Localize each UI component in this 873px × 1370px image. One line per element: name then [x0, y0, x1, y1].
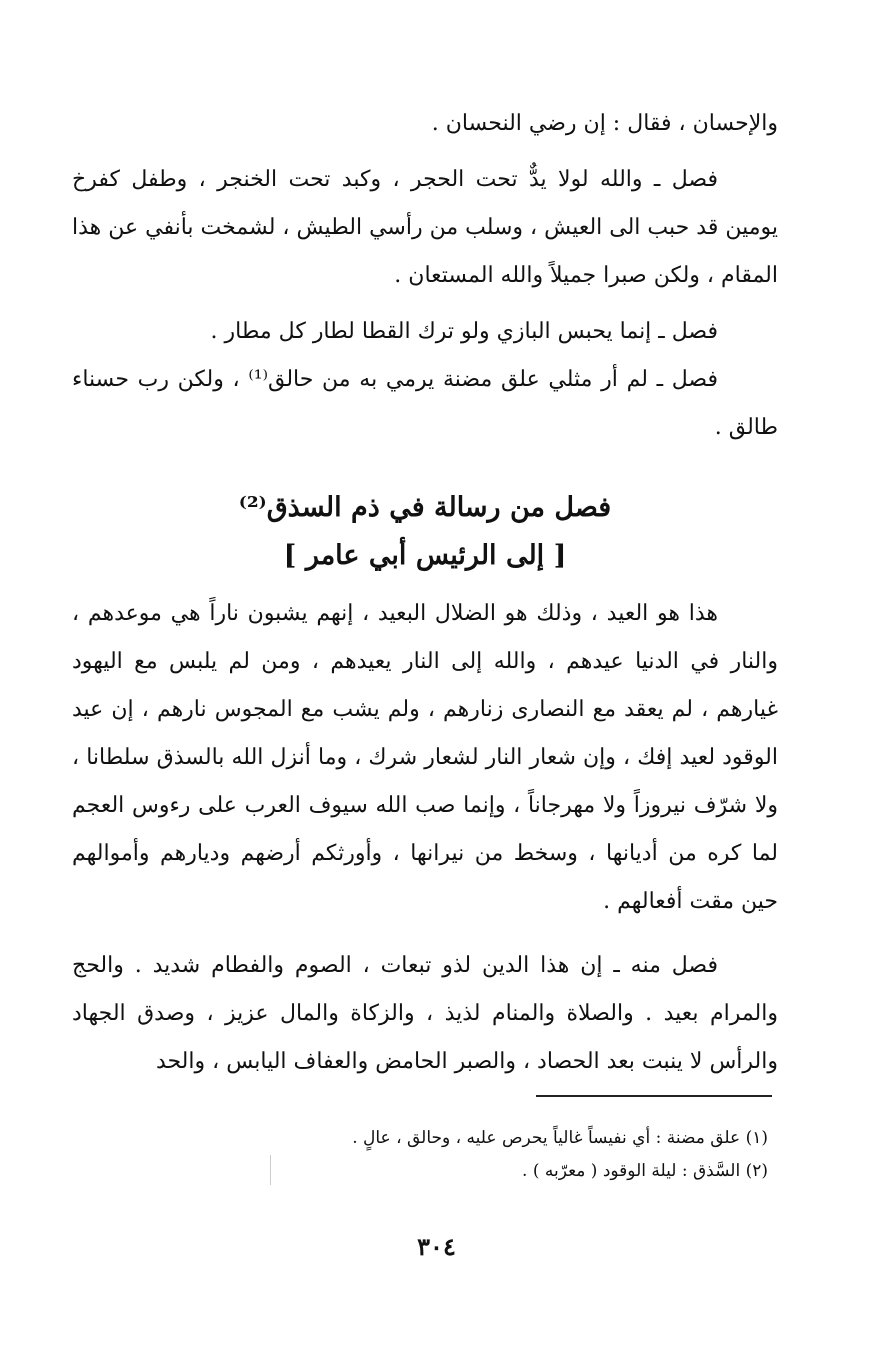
paragraph-continuation: والإحسان ، فقال : إن رضي النحسان .: [431, 111, 778, 136]
footnote-1: (١) علق مضنة : أي نفيساً غالياً يحرص عليه ، وحالق ، عالٍ .: [352, 1128, 768, 1148]
paragraph-fasl-3: فصل ـ لم أر مثلي علق مضنة يرمي به من حالق⁽¹⁾ ، ولكن رب حسناء طالق .: [72, 367, 778, 440]
scan-artifact: [270, 1155, 271, 1185]
footnotes: [72, 1122, 768, 1188]
paragraph-eid: هذا هو العيد ، وذلك هو الضلال البعيد ، إنهم يشبون ناراً هي موعدهم ، والنار في الدنيا عيدهم ، والله إلى النار يعيدهم ، ومن لم يلبس مع اليهود غيارهم ، لم يعقد مع النصارى زنارهم ، ولم يشب مع المجوس نارهم ، إن عيد الوقود لعيد إفك ، وإن شعار النار لشعار شرك ، وما أنزل الله بالسذق سلطانا ، ولا شرّف نيروزاً ولا مهرجاناً ، وإنما صب الله سيوف العرب على رءوس العجم لما كره من أديانها ، وسخط من نيرانها ، وأورثكم أرضهم وديارهم وأموالهم حين مقت أفعالهم .: [72, 601, 778, 914]
page-number: ٣٠٤: [417, 1232, 456, 1261]
paragraph-fasl-minhu: فصل منه ـ إن هذا الدين لذو تبعات ، الصوم والفطام شديد . والحج والمرام بعيد . والصلاة والمنام لذيذ ، والزكاة والمال عزيز ، وصدق الجهاد والرأس لا ينبت بعد الحصاد ، والصبر الحامض والعفاف اليابس ، والحد: [72, 953, 778, 1074]
top-text: [72, 100, 778, 452]
paragraph-fasl-2: فصل ـ إنما يحبس البازي ولو ترك القطا لطار كل مطار .: [210, 319, 718, 344]
section-subtitle: [ إلى الرئيس أبي عامر ]: [283, 540, 567, 571]
section-title: فصل من رسالة في ذم السذق⁽²⁾: [238, 492, 612, 523]
footnote-divider: [536, 1095, 772, 1097]
body-text: [72, 590, 778, 1086]
footnote-2: (٢) السَّذق : ليلة الوقود ( معرّبه ) .: [522, 1161, 768, 1181]
paragraph-fasl-1: فصل ـ والله لولا يدٌّ تحت الحجر ، وكبد تحت الخنجر ، وطفل كفرخ يومين قد حبب الى العيش ، وسلب من رأسي الطيش ، لشمخت بأنفي عن هذا المقام ، ولكن صبرا جميلاً والله المستعان .: [72, 167, 778, 288]
